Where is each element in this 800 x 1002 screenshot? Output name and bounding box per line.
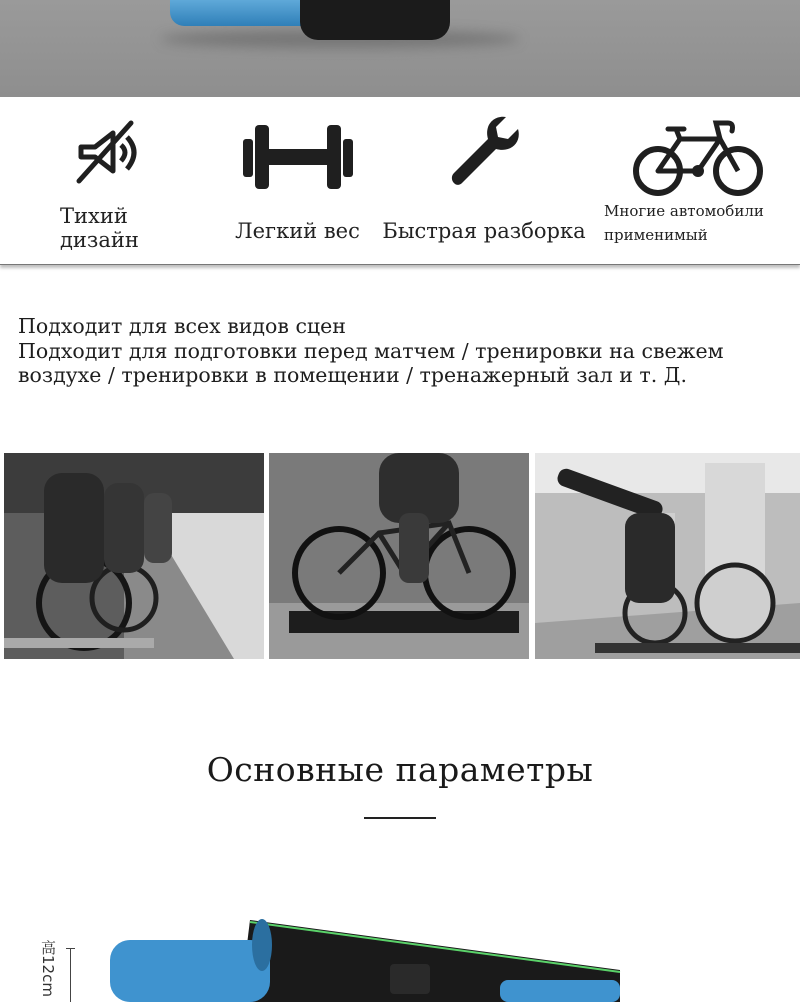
mute-icon: [65, 111, 155, 201]
feature-compatible-label-2: применимый: [604, 226, 708, 244]
dumbbell-icon: [233, 111, 363, 201]
usage-description: [18, 314, 788, 388]
bicycle-icon: [628, 111, 768, 201]
photo-home-training: [269, 453, 529, 659]
feature-compatible: [600, 97, 795, 247]
params-title: Основные параметры: [206, 750, 594, 789]
feature-light: [225, 97, 370, 243]
hero-trainer-foot: [300, 0, 450, 40]
feature-quick: [378, 97, 590, 243]
feature-quiet-label-1: Тихий: [60, 204, 128, 228]
hero-banner: [0, 0, 800, 97]
product-image: [0, 900, 800, 1002]
height-dimension-line: [70, 948, 71, 1002]
usage-line-1: Подходит для всех видов сцен: [18, 314, 346, 338]
params-title-underline: [364, 817, 436, 819]
feature-quiet: [50, 97, 170, 252]
usage-line-3: воздухе / тренировки в помещении / тренажерный зал и т. Д.: [18, 363, 687, 387]
feature-band: [0, 97, 800, 265]
photo-group-training: [4, 453, 264, 659]
usage-line-2: Подходит для подготовки перед матчем / тренировки на свежем: [18, 338, 724, 363]
feature-quick-label: Быстрая разборка: [382, 219, 586, 243]
feature-compatible-label-1: Многие автомобили: [604, 202, 764, 220]
feature-quiet-label-2: дизайн: [60, 228, 139, 252]
hero-roller: [170, 0, 320, 26]
height-dimension-label: 高12cm: [39, 940, 57, 997]
feature-light-label: Легкий вес: [235, 219, 360, 243]
photo-gym-training: [535, 453, 800, 659]
wrench-icon: [434, 111, 534, 201]
